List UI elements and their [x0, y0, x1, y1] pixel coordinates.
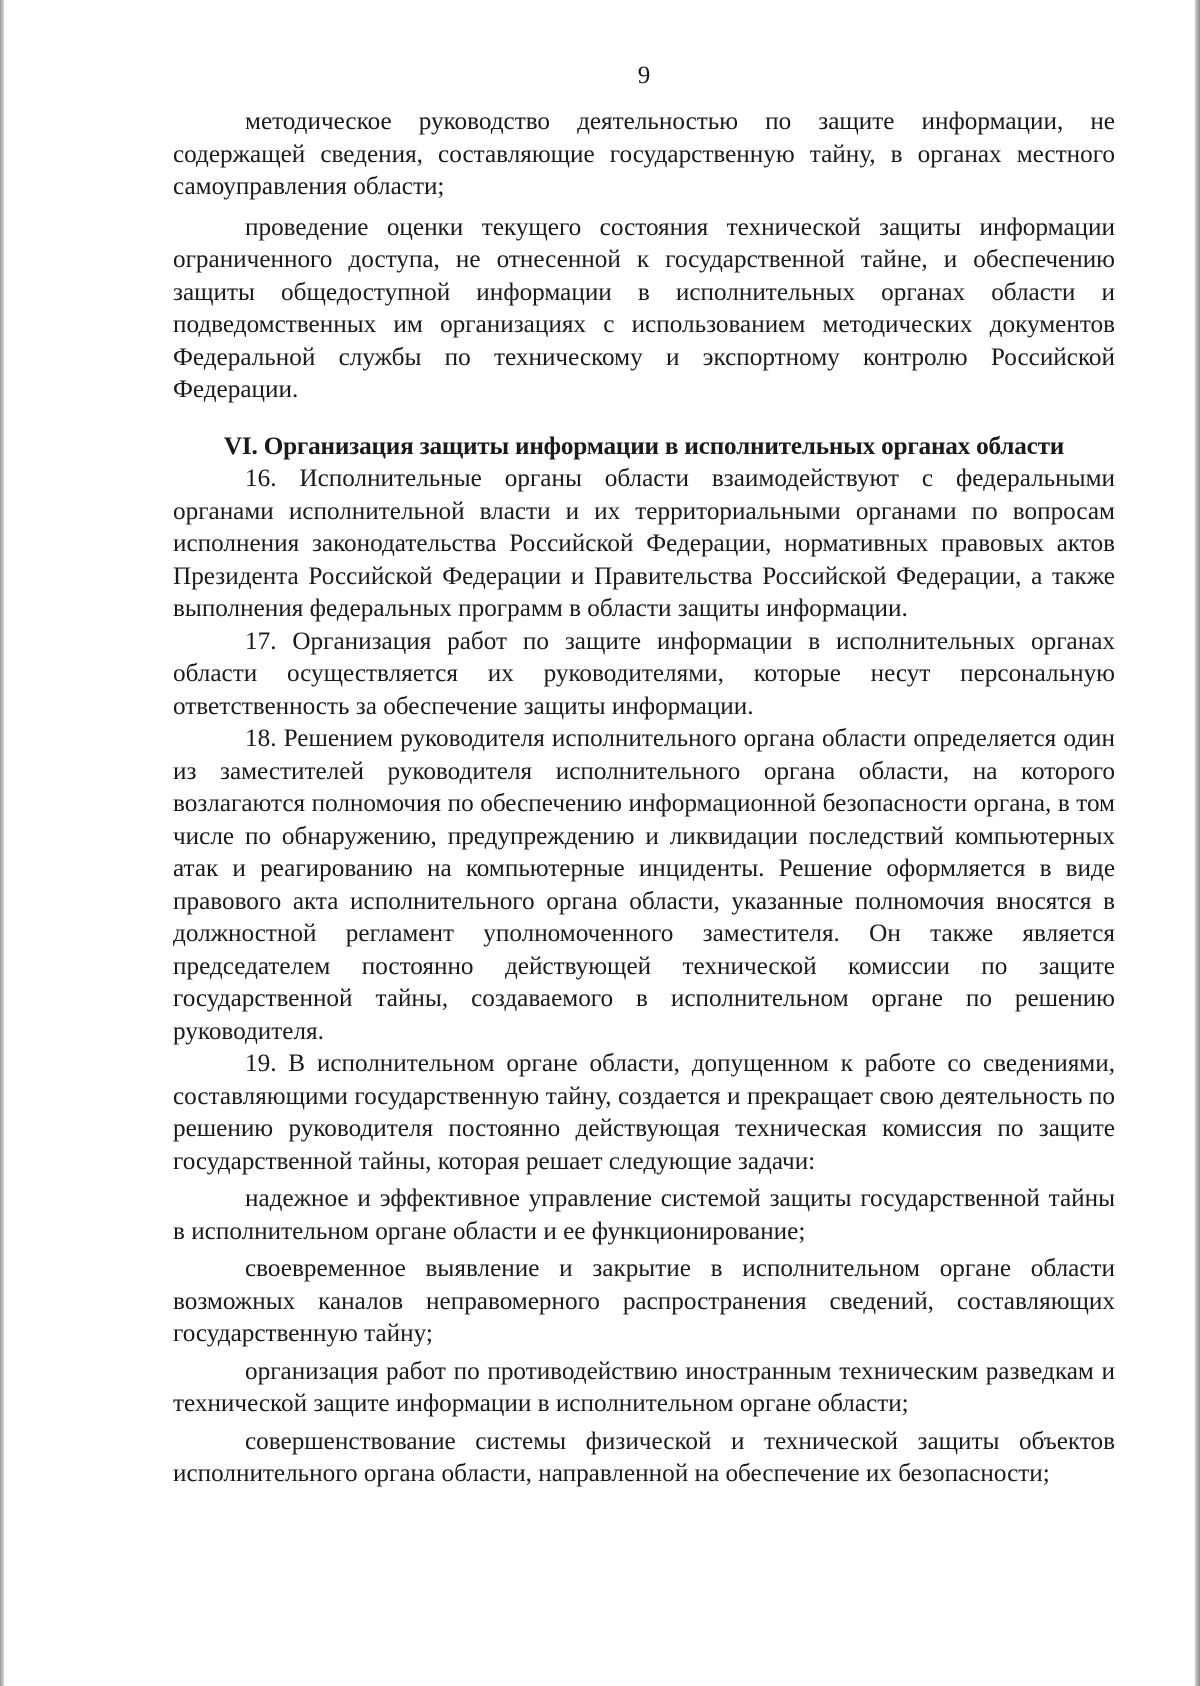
- paragraph-task-channels: своевременное выявление и закрытие в исполнительном органе области возможных каналов неправомерного распространения сведений, составляющих государственную тайну;: [173, 1255, 1115, 1347]
- document-page: [173, 60, 1115, 1491]
- paragraph-task-countermeasures: организация работ по противодействию иностранным техническим разведкам и технической защите информации в исполнительном органе области;: [173, 1357, 1115, 1417]
- paragraph-task-physical-protection: совершенствование системы физической и технической защиты объектов исполнительного органа области, направленной на обеспечение их безопасности;: [173, 1427, 1115, 1487]
- paragraph-assessment: проведение оценки текущего состояния технической защиты информации ограниченного доступа, не отнесенной к государственной тайне, и обеспечению защиты общедоступной информации в исполнительных органах области и подведомственных им организациях с использованием методических документов Федеральной службы по техническому и экспортному контролю Российской Федерации.: [173, 213, 1115, 403]
- scan-edge-left: [0, 0, 4, 1686]
- paragraph-task-management: надежное и эффективное управление системой защиты государственной тайны в исполнительном органе области и ее функционирование;: [173, 1185, 1115, 1245]
- paragraph-item-17: 17. Организация работ по защите информации в исполнительных органах области осуществляется их руководителями, которые несут персональную ответственность за обеспечение защиты информации.: [173, 627, 1115, 720]
- paragraph-methodical-guidance: методическое руководство деятельностью по защите информации, не содержащей сведения, составляющие государственную тайну, в органах местного самоуправления области;: [173, 108, 1115, 200]
- page-number: 9: [637, 62, 651, 89]
- section-heading: VI. Организация защиты информации в исполнительных органах области: [223, 432, 1065, 460]
- paragraph-item-19: 19. В исполнительном органе области, допущенном к работе со сведениями, составляющими государственную тайну, создается и прекращает свою деятельность по решению руководителя постоянно действующая техническая комиссия по защите государственной тайны, которая решает следующие задачи:: [173, 1050, 1115, 1175]
- scan-edge-right: [1195, 0, 1200, 1686]
- paragraph-item-16: 16. Исполнительные органы области взаимодействуют с федеральными органами исполнительной власти и их территориальными органами по вопросам исполнения законодательства Российской Федерации, нормативных правовых актов Президента Российской Федерации и Правительства Российской Федерации, а также выполнения федеральных программ в области защиты информации.: [173, 465, 1115, 622]
- paragraph-item-18: 18. Решением руководителя исполнительного органа области определяется один из заместителей руководителя исполнительного органа области, на которого возлагаются полномочия по обеспечению информационной безопасности органа, в том числе по обнаружению, предупреждению и ликвидации последствий компьютерных атак и реагированию на компьютерные инциденты. Решение оформляется в виде правового акта исполнительного органа области, указанные полномочия вносятся в должностной регламент уполномоченного заместителя. Он также является председателем постоянно действующей технической комиссии по защите государственной тайны, создаваемого в исполнительном органе по решению руководителя.: [173, 725, 1115, 1045]
